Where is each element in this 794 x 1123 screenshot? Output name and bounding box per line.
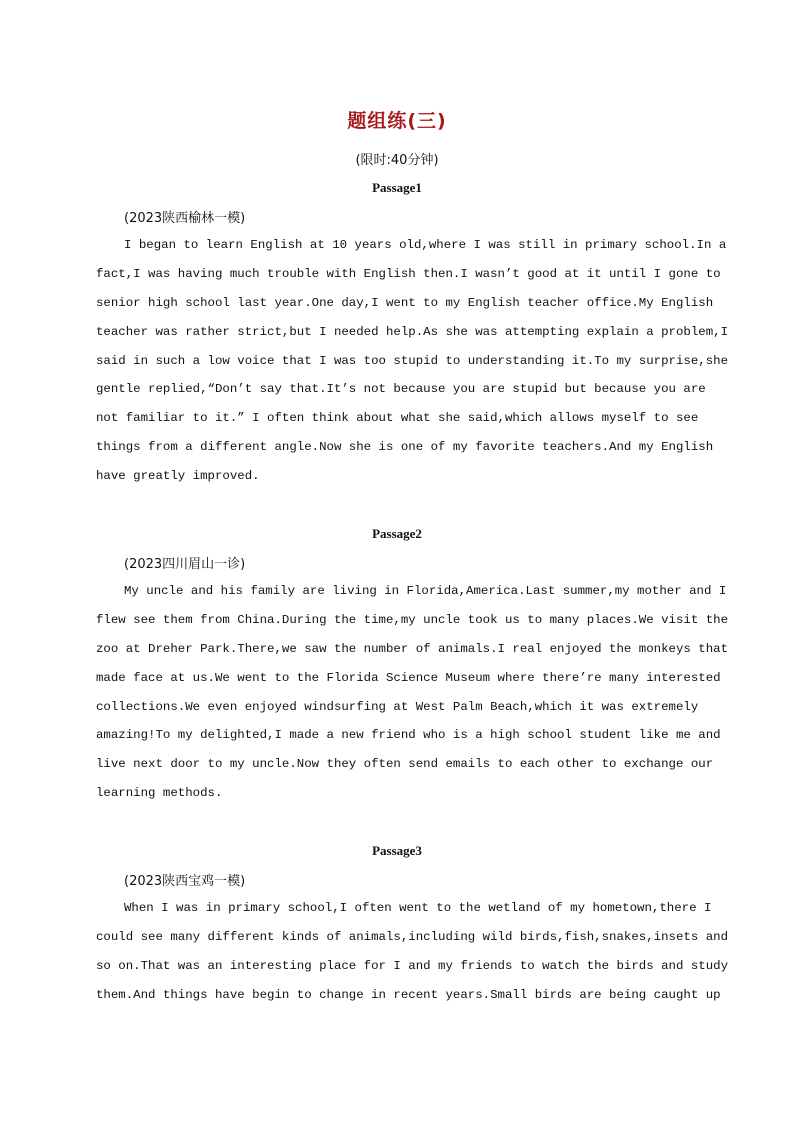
text-line: learning methods.: [96, 786, 223, 801]
passage-3-text: [96, 894, 729, 1010]
text-line: so on.That was an interesting place for I and my friends to watch the birds and study: [96, 958, 729, 973]
text-line: My uncle and his family are living in Florida,America.Last summer,my mother and I: [124, 584, 727, 598]
passage-2-heading: Passage2: [372, 526, 422, 541]
text-line: said in such a low voice that I was too stupid to understanding it.To my surprise,she: [96, 353, 729, 368]
text-line: senior high school last year.One day,I went to my English teacher office.My English: [96, 295, 714, 310]
text-line: I began to learn English at 10 years old,where I was still in primary school.In a: [124, 238, 727, 252]
passage-1-heading: Passage1: [372, 180, 422, 195]
text-line: made face at us.We went to the Florida Science Museum where there’re many interested: [96, 670, 721, 685]
passage-1-text: [96, 231, 729, 491]
passage-3-source: (2023陕西宝鸡一模): [124, 874, 246, 889]
passage-1-source: (2023陕西榆林一模): [124, 211, 246, 226]
text-line: amazing!To my delighted,I made a new friend who is a high school student like me and: [96, 728, 721, 743]
passage-3-heading: Passage3: [372, 843, 422, 858]
text-line: gentle replied,“Don’t say that.It’s not because you are stupid but because you are: [96, 382, 706, 397]
text-line: could see many different kinds of animals,including wild birds,fish,snakes,insets and: [96, 929, 729, 944]
text-line: not familiar to it.” I often think about what she said,which allows myself to see: [96, 411, 699, 426]
passage-2-text: [96, 577, 729, 808]
text-line: things from a different angle.Now she is one of my favorite teachers.And my English: [96, 440, 714, 455]
text-line: fact,I was having much trouble with English then.I wasn’t good at it until I gone to: [96, 266, 721, 281]
passage-2-source: (2023四川眉山一诊): [124, 557, 246, 572]
text-line: When I was in primary school,I often went to the wetland of my hometown,there I: [124, 901, 712, 915]
time-limit: (限时:40分钟): [355, 153, 439, 168]
text-line: live next door to my uncle.Now they often send emails to each other to exchange our: [96, 757, 714, 772]
text-line: them.And things have begin to change in recent years.Small birds are being caught up: [96, 987, 721, 1002]
text-line: teacher was rather strict,but I needed help.As she was attempting explain a problem,I: [96, 324, 729, 339]
text-line: have greatly improved.: [96, 469, 260, 484]
page-title: 题组练(三): [347, 110, 447, 132]
text-line: zoo at Dreher Park.There,we saw the number of animals.I real enjoyed the monkeys that: [96, 641, 729, 656]
text-line: collections.We even enjoyed windsurfing at West Palm Beach,which it was extremely: [96, 699, 699, 714]
text-line: flew see them from China.During the time,my uncle took us to many places.We visit the: [96, 612, 729, 627]
